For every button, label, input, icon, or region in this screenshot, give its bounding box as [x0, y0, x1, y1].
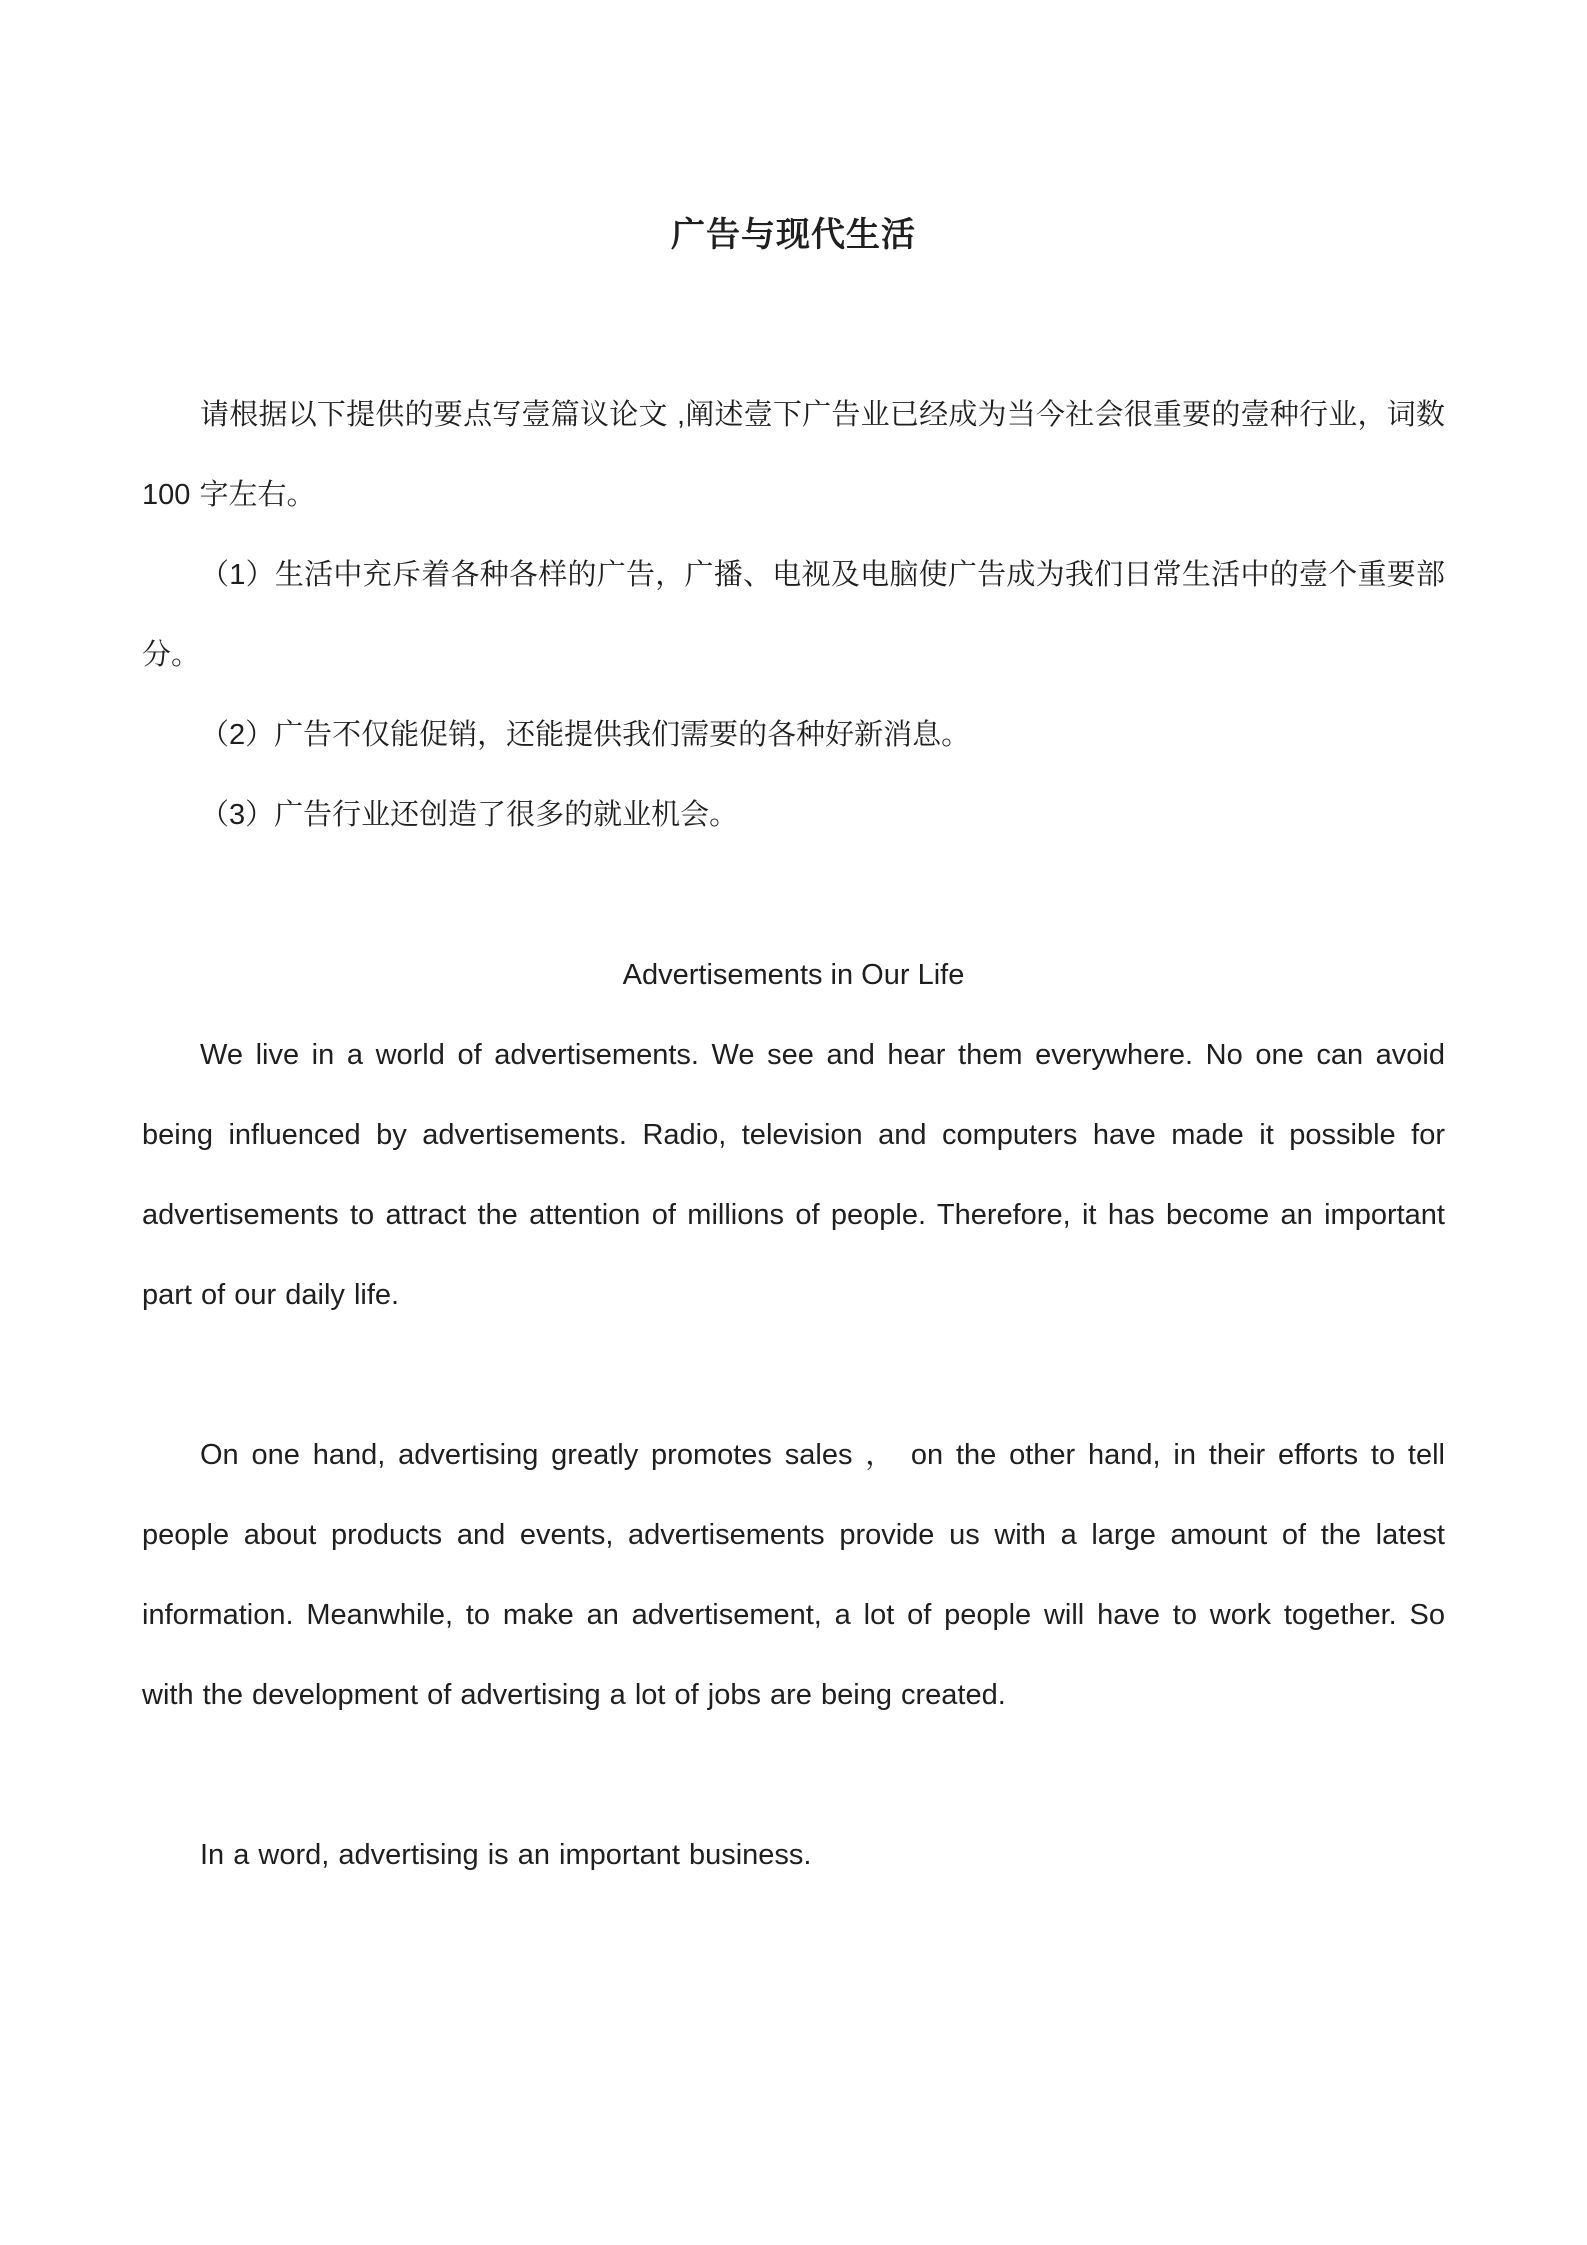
prompt-point-2: （2）广告不仅能促销，还能提供我们需要的各种好新消息。: [200, 719, 971, 751]
prompt-point-1: （1）生活中充斥着各种各样的广告，广播、电视及电脑使广告成为我们日常生活中的壹个重要部分。: [142, 559, 1445, 671]
blank-line: [142, 1335, 1445, 1415]
essay-title: Advertisements in Our Life: [622, 959, 965, 991]
blank-line: [142, 855, 1445, 935]
document-title: 广告与现代生活: [671, 216, 916, 254]
essay-paragraph-1: We live in a world of advertisements. We see and hear them everywhere. No one can avoid being influenced by advertisements. Radio, television and computers have made it possible for advertisements to attract the attention of millions of people. Therefore, it has become an important part of our daily life.: [142, 1039, 1445, 1311]
prompt-intro-paragraph: 请根据以下提供的要点写壹篇议论文 ,阐述壹下广告业已经成为当今社会很重要的壹种行业，词数 100 字左右。: [142, 399, 1445, 511]
blank-line: [142, 1735, 1445, 1815]
prompt-point-3: （3）广告行业还创造了很多的就业机会。: [200, 799, 739, 831]
essay-paragraph-3: In a word, advertising is an important business.: [200, 1839, 812, 1871]
essay-paragraph-2: On one hand, advertising greatly promotes sales ， on the other hand, in their efforts to tell people about products and events, advertisements provide us with a large amount of the latest information. Meanwhile, to make an advertisement, a lot of people will have to work together. So with the development of advertising a lot of jobs are being created.: [142, 1439, 1445, 1711]
